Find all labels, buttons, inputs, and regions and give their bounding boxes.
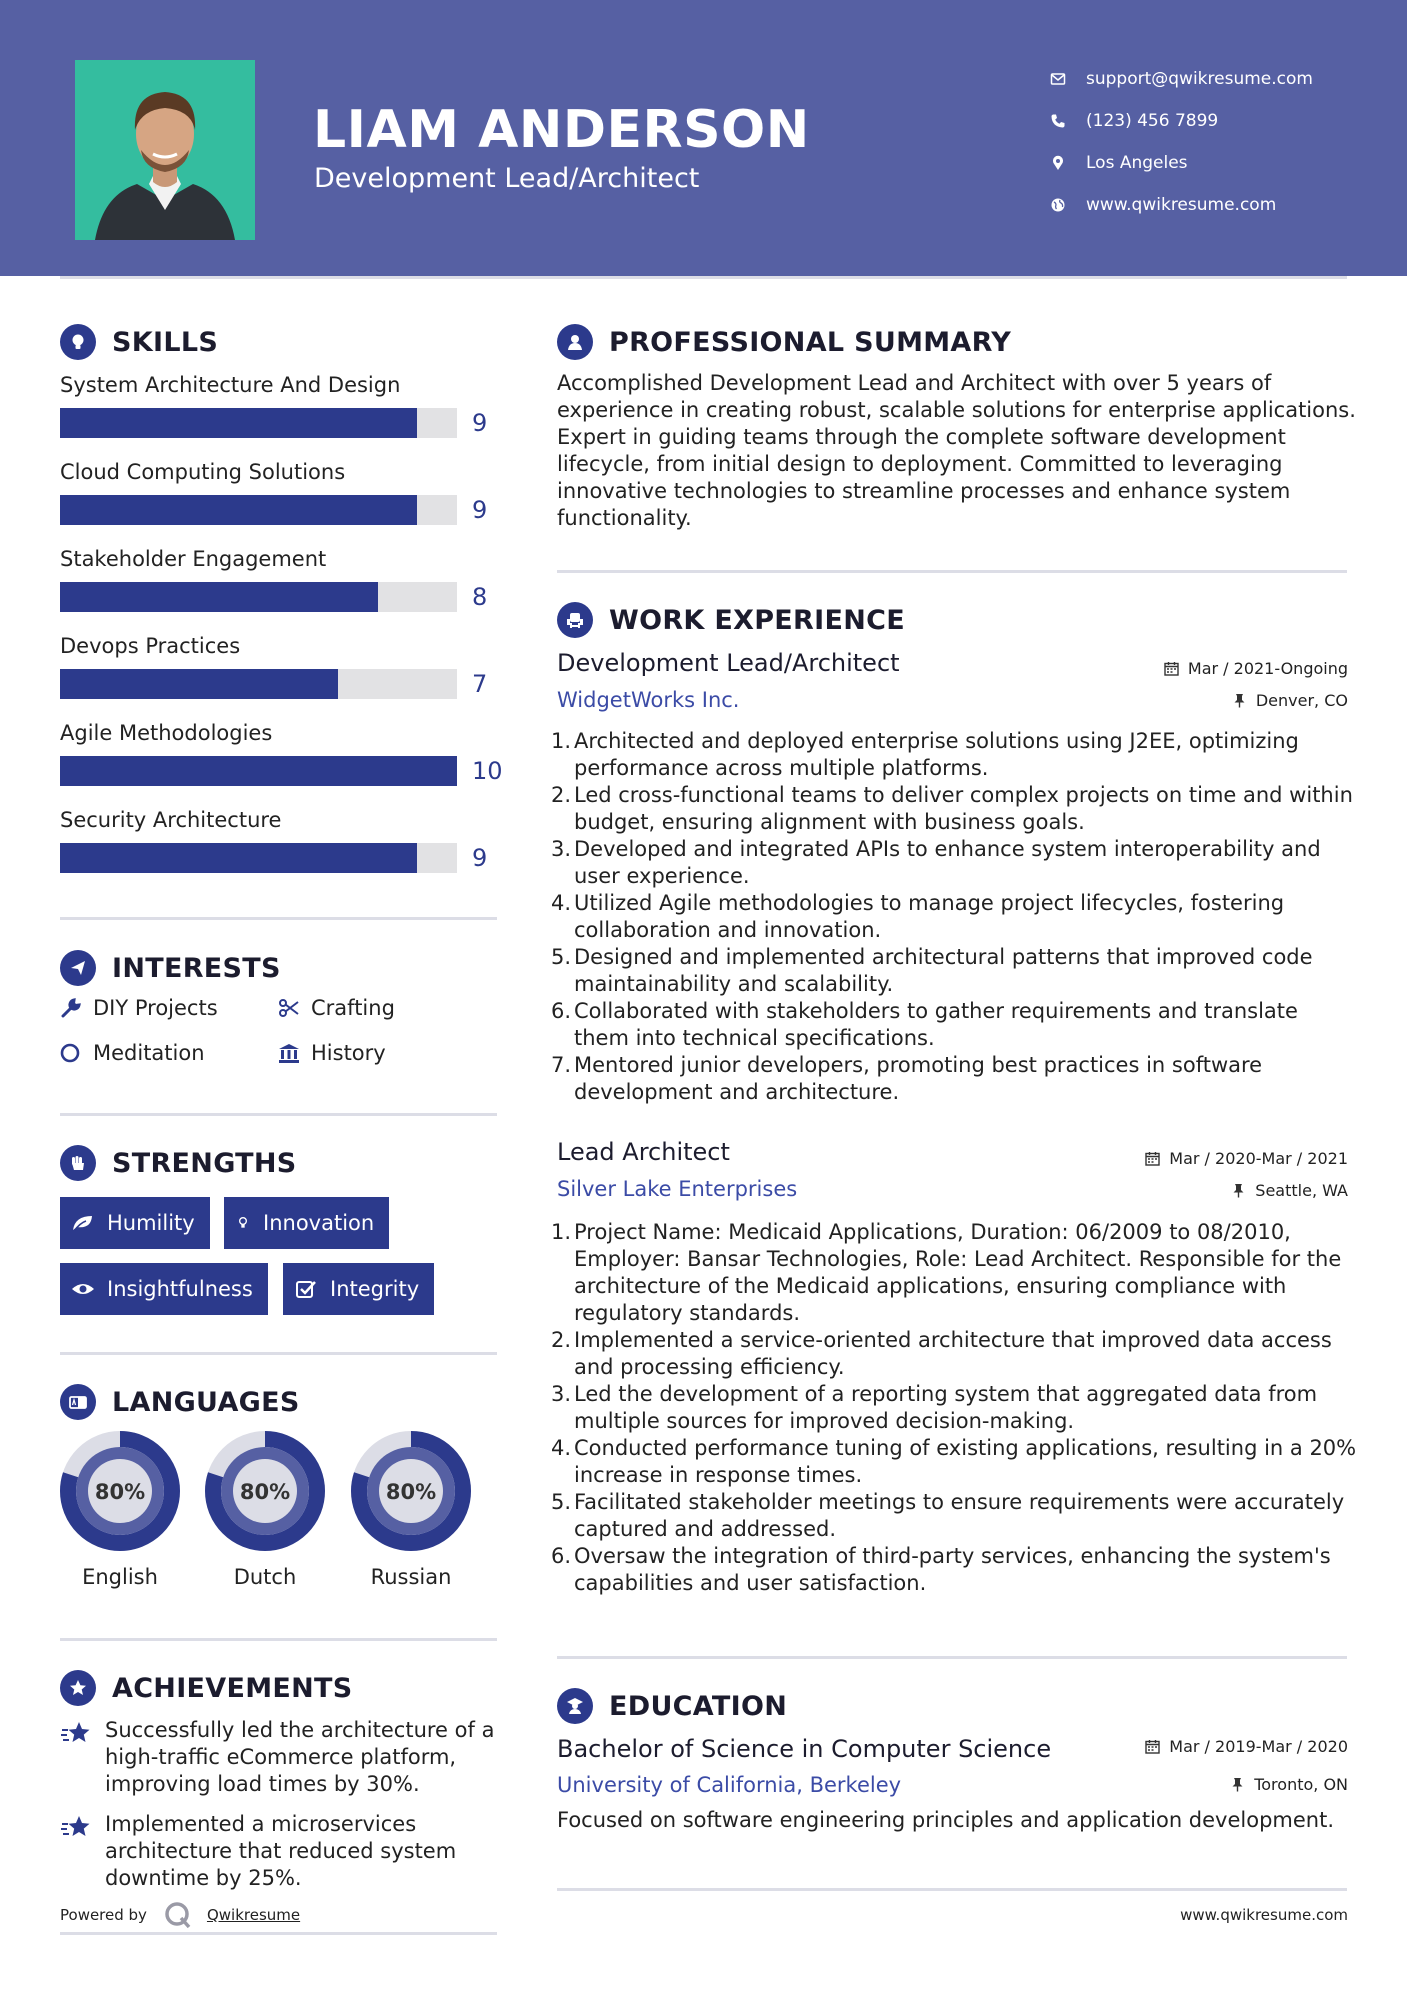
- skill-score: 7: [472, 670, 488, 698]
- list-item-text: Mentored junior developers, promoting best practices in software development and architecture.: [574, 1053, 1263, 1104]
- interest-item: [278, 1041, 386, 1065]
- list-item: 3. Developed and integrated APIs to enhance system interoperability and user experience.: [551, 837, 1321, 888]
- list-item-text: Utilized Agile methodologies to manage project lifecycles, fostering collaboration and innovation.: [574, 891, 1285, 942]
- interest-label: Meditation: [93, 1041, 205, 1065]
- job-location: [1231, 1181, 1348, 1200]
- globe-icon: [1050, 197, 1086, 213]
- section-divider: [60, 1638, 497, 1641]
- skill-bar: [60, 756, 457, 786]
- star-icon: [60, 1719, 92, 1747]
- interest-label: DIY Projects: [93, 996, 218, 1020]
- education-heading: [557, 1688, 787, 1724]
- job-responsibilities: [551, 728, 1357, 1106]
- skill-score: 9: [472, 844, 488, 872]
- candidate-name: LIAM ANDERSON: [313, 100, 810, 160]
- interest-label: History: [311, 1041, 386, 1065]
- pushpin-icon: [1231, 1183, 1246, 1198]
- section-divider: [60, 917, 497, 920]
- job-responsibilities: [551, 1219, 1357, 1597]
- calendar-icon: [1145, 1151, 1160, 1166]
- job-dates-text: Mar / 2020-Mar / 2021: [1169, 1149, 1348, 1168]
- calendar-icon: [1164, 661, 1179, 676]
- education-dates: [1145, 1737, 1348, 1756]
- skill-bar-fill: [60, 495, 417, 525]
- achievement-item: [60, 1717, 500, 1798]
- candidate-title: Development Lead/Architect: [314, 163, 700, 194]
- experience-heading: [557, 602, 905, 638]
- calendar-icon: [1145, 1739, 1160, 1754]
- skill-bar-fill: [60, 408, 417, 438]
- powered-by: [60, 1900, 300, 1930]
- summary-title: PROFESSIONAL SUMMARY: [609, 326, 1012, 358]
- skill-score: 9: [472, 496, 488, 524]
- job-dates: [1164, 659, 1348, 678]
- scissors-icon: [278, 997, 300, 1019]
- list-item-text: Led cross-functional teams to deliver complex projects on time and within budget, ensuring alignment with business goals.: [574, 783, 1353, 834]
- contact-list: [1050, 58, 1313, 226]
- interests-heading: [60, 950, 281, 986]
- circle-icon: [60, 1042, 82, 1064]
- job-dates-text: Mar / 2021-Ongoing: [1187, 659, 1348, 678]
- section-divider: [557, 1656, 1347, 1659]
- education-location: [1230, 1775, 1348, 1794]
- graduate-icon: [557, 1688, 593, 1724]
- language-item: [349, 1429, 473, 1589]
- wrench-icon: [60, 997, 82, 1019]
- achievement-item: [60, 1811, 500, 1892]
- contact-website[interactable]: [1050, 184, 1313, 226]
- phone-icon: [1050, 113, 1086, 129]
- star-badge-icon: [60, 1670, 96, 1706]
- powered-by-label: Powered by: [60, 1906, 147, 1924]
- footer-website[interactable]: www.qwikresume.com: [1180, 1906, 1348, 1924]
- skill-bar-fill: [60, 843, 417, 873]
- envelope-icon: [1050, 71, 1086, 87]
- star-icon: [60, 1813, 92, 1841]
- user-icon: [557, 324, 593, 360]
- experience-title: WORK EXPERIENCE: [609, 604, 905, 636]
- qwikresume-link[interactable]: Qwikresume: [206, 1906, 301, 1924]
- strengths-heading: [60, 1145, 297, 1181]
- list-item-text: Conducted performance tuning of existing applications, resulting in a 20% increase in response times.: [574, 1436, 1357, 1487]
- language-item: [58, 1429, 182, 1589]
- skill-bar-fill: [60, 669, 338, 699]
- skill-score: 10: [472, 757, 503, 785]
- skill-name: Cloud Computing Solutions: [60, 460, 346, 484]
- section-divider: [60, 1352, 497, 1355]
- contact-website-text: www.qwikresume.com: [1086, 195, 1277, 215]
- skill-bar-fill: [60, 582, 378, 612]
- language-ring: [349, 1429, 473, 1553]
- school-name: University of California, Berkeley: [557, 1773, 902, 1797]
- list-item-text: Collaborated with stakeholders to gather requirements and translate them into technical specifications.: [574, 999, 1298, 1050]
- skill-bar: [60, 843, 457, 873]
- skill-bar: [60, 582, 457, 612]
- list-item: 6. Collaborated with stakeholders to gather requirements and translate them into technical specifications.: [551, 999, 1298, 1050]
- skill-item: [60, 631, 500, 718]
- education-location-text: Toronto, ON: [1254, 1775, 1348, 1794]
- job-title: Development Lead/Architect: [557, 649, 900, 677]
- checkbox-icon: [294, 1279, 318, 1299]
- skill-item: [60, 805, 500, 892]
- list-item: 1. Project Name: Medicaid Applications, Duration: 06/2009 to 08/2010, Employer: Bansar Technologies, Role: Lead Architect. Responsible for the architecture of the Medicaid applications, ensuring compliance with regulatory standards.: [551, 1220, 1342, 1325]
- job-location-text: Denver, CO: [1255, 691, 1348, 710]
- list-item: 5. Facilitated stakeholder meetings to ensure requirements were accurately captured and addressed.: [551, 1490, 1345, 1541]
- summary-text: Accomplished Development Lead and Architect with over 5 years of experience in creating robust, scalable solutions for enterprise applications. Expert in guiding teams through the complete software development lifecycle, from initial design to deployment. Committed to leveraging innovative technologies to streamline processes and enhance system functionality.: [557, 371, 1356, 530]
- summary-heading: [557, 324, 1011, 360]
- job-title: Lead Architect: [557, 1138, 730, 1166]
- list-item: 2. Led cross-functional teams to deliver complex projects on time and within budget, ensuring alignment with business goals.: [551, 783, 1353, 834]
- language-item: [203, 1429, 327, 1589]
- fist-icon: [60, 1145, 96, 1181]
- museum-icon: [278, 1042, 300, 1064]
- map-pin-icon: [1050, 155, 1086, 171]
- interest-item: [60, 1041, 205, 1065]
- lightbulb-icon: [235, 1213, 251, 1233]
- skill-score: 8: [472, 583, 488, 611]
- achievement-text: Successfully led the architecture of a high-traffic eCommerce platform, improving load times by 30%.: [105, 1718, 495, 1796]
- language-percent: 80%: [385, 1480, 437, 1504]
- contact-phone[interactable]: [1050, 100, 1313, 142]
- job-company: WidgetWorks Inc.: [557, 688, 740, 712]
- skill-bar-fill: [60, 756, 457, 786]
- interest-item: [60, 996, 218, 1020]
- education-description: Focused on software engineering principles and application development.: [557, 1808, 1335, 1832]
- list-item: 4. Utilized Agile methodologies to manage project lifecycles, fostering collaboration and innovation.: [551, 891, 1285, 942]
- skill-bar: [60, 669, 457, 699]
- list-item-text: Project Name: Medicaid Applications, Duration: 06/2009 to 08/2010, Employer: Bansar Technologies, Role: Lead Architect. Responsible for the architecture of the Medicaid applications, ensuring compliance with regulatory standards.: [574, 1220, 1342, 1325]
- lightbulb-icon: [60, 324, 96, 360]
- profile-photo: [75, 60, 255, 240]
- language-name: Russian: [370, 1565, 452, 1589]
- pushpin-icon: [1232, 693, 1247, 708]
- education-title: EDUCATION: [609, 1690, 788, 1722]
- strength-badge: [283, 1263, 434, 1315]
- list-item: 3. Led the development of a reporting system that aggregated data from multiple sources for improved decision-making.: [551, 1382, 1318, 1433]
- contact-location-text: Los Angeles: [1086, 153, 1188, 173]
- list-item: 2. Implemented a service-oriented architecture that improved data access and processing efficiency.: [551, 1328, 1332, 1379]
- languages-heading: [60, 1384, 300, 1420]
- skill-item: [60, 457, 500, 544]
- section-divider: [557, 1888, 1347, 1891]
- list-item-text: Led the development of a reporting system that aggregated data from multiple sources for improved decision-making.: [574, 1382, 1318, 1433]
- contact-location: [1050, 142, 1313, 184]
- job-location-text: Seattle, WA: [1255, 1181, 1348, 1200]
- contact-email[interactable]: [1050, 58, 1313, 100]
- skill-name: System Architecture And Design: [60, 373, 401, 397]
- skill-name: Stakeholder Engagement: [60, 547, 327, 571]
- leaf-icon: [71, 1213, 95, 1233]
- resume-header: [0, 0, 1407, 276]
- skill-bar: [60, 408, 457, 438]
- job-company: Silver Lake Enterprises: [557, 1177, 798, 1201]
- language-name: English: [82, 1565, 158, 1589]
- language-percent: 80%: [239, 1480, 291, 1504]
- interests-title: INTERESTS: [112, 952, 281, 984]
- language-name: Dutch: [233, 1565, 297, 1589]
- paper-plane-icon: [60, 950, 96, 986]
- skill-item: [60, 544, 500, 631]
- section-divider: [60, 1113, 497, 1116]
- section-divider: [557, 570, 1347, 573]
- list-item: 4. Conducted performance tuning of existing applications, resulting in a 20% increase in response times.: [551, 1436, 1357, 1487]
- list-item: 1. Architected and deployed enterprise solutions using J2EE, optimizing performance across multiple platforms.: [551, 729, 1299, 780]
- achievements-heading: [60, 1670, 353, 1706]
- strength-label: Integrity: [330, 1277, 420, 1301]
- strengths-title: STRENGTHS: [112, 1147, 297, 1179]
- strength-label: Innovation: [263, 1211, 375, 1235]
- language-percent: 80%: [94, 1480, 146, 1504]
- interest-label: Crafting: [311, 996, 395, 1020]
- strength-badge: [224, 1197, 389, 1249]
- job-dates: [1145, 1149, 1348, 1168]
- job-location: [1232, 691, 1348, 710]
- header-divider: [60, 276, 1347, 279]
- achievement-text: Implemented a microservices architecture that reduced system downtime by 25%.: [105, 1812, 457, 1890]
- skill-item: [60, 718, 503, 805]
- contact-phone-text: (123) 456 7899: [1086, 111, 1219, 131]
- list-item-text: Implemented a service-oriented architecture that improved data access and processing efficiency.: [574, 1328, 1332, 1379]
- skill-name: Agile Methodologies: [60, 721, 273, 745]
- list-item-text: Facilitated stakeholder meetings to ensure requirements were accurately captured and addressed.: [574, 1490, 1345, 1541]
- contact-email-text: support@qwikresume.com: [1086, 69, 1313, 89]
- skill-bar: [60, 495, 457, 525]
- pushpin-icon: [1230, 1777, 1245, 1792]
- qwikresume-logo-icon: [163, 1900, 193, 1930]
- list-item: 6. Oversaw the integration of third-party services, enhancing the system's capabilities and user satisfaction.: [551, 1544, 1331, 1595]
- language-ring: [58, 1429, 182, 1553]
- interest-item: [278, 996, 395, 1020]
- list-item-text: Developed and integrated APIs to enhance system interoperability and user experience.: [574, 837, 1321, 888]
- skill-score: 9: [472, 409, 488, 437]
- strength-badge: [60, 1263, 268, 1315]
- briefcase-icon: [557, 602, 593, 638]
- strength-label: Insightfulness: [107, 1277, 253, 1301]
- achievements-title: ACHIEVEMENTS: [112, 1672, 353, 1704]
- skill-item: [60, 370, 500, 457]
- section-divider: [60, 1932, 497, 1935]
- language-icon: [60, 1384, 96, 1420]
- list-item-text: Oversaw the integration of third-party services, enhancing the system's capabilities and user satisfaction.: [574, 1544, 1331, 1595]
- list-item-text: Architected and deployed enterprise solutions using J2EE, optimizing performance across multiple platforms.: [574, 729, 1299, 780]
- skill-name: Security Architecture: [60, 808, 282, 832]
- list-item: 5. Designed and implemented architectural patterns that improved code maintainability and scalability.: [551, 945, 1313, 996]
- skills-title: SKILLS: [112, 326, 219, 358]
- strength-badge: [60, 1197, 210, 1249]
- skills-list: [60, 370, 503, 892]
- education-dates-text: Mar / 2019-Mar / 2020: [1169, 1737, 1348, 1756]
- language-ring: [203, 1429, 327, 1553]
- eye-icon: [71, 1279, 95, 1299]
- list-item-text: Designed and implemented architectural patterns that improved code maintainability and scalability.: [574, 945, 1313, 996]
- degree-title: Bachelor of Science in Computer Science: [557, 1735, 1052, 1763]
- list-item: 7. Mentored junior developers, promoting best practices in software development and architecture.: [551, 1053, 1263, 1104]
- skill-name: Devops Practices: [60, 634, 241, 658]
- skills-heading: [60, 324, 218, 360]
- strength-label: Humility: [107, 1211, 195, 1235]
- languages-title: LANGUAGES: [112, 1386, 300, 1418]
